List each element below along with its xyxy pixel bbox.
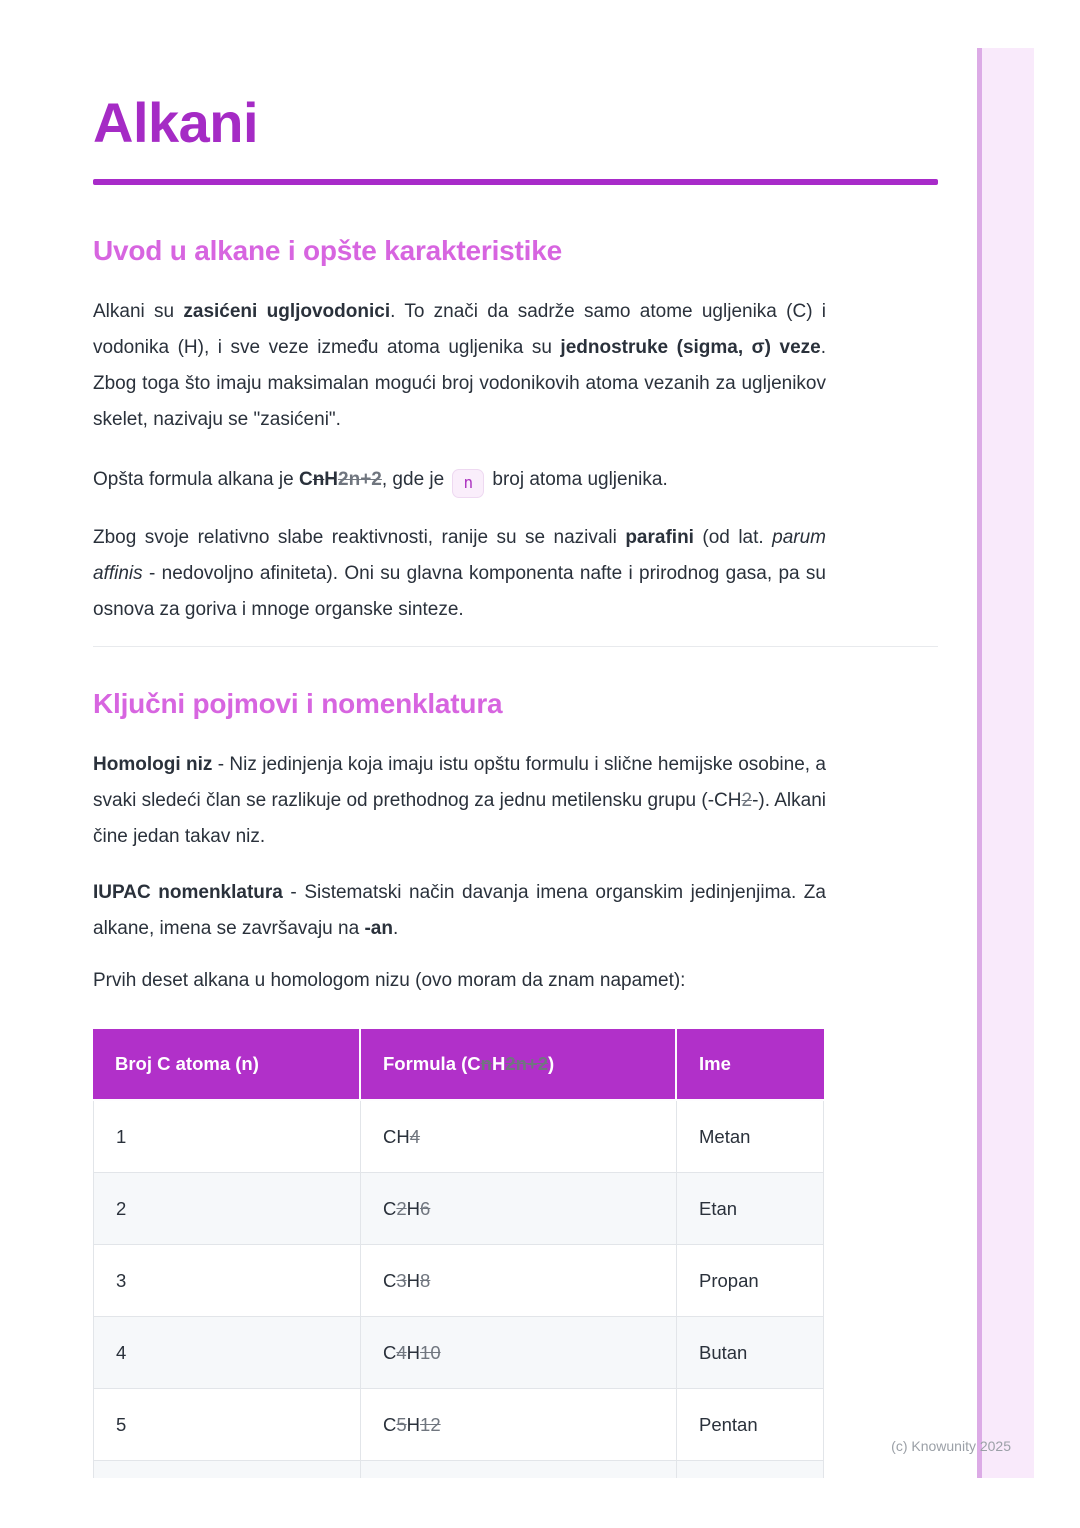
- text-run: -). Alkani čine jedan takav niz.: [93, 790, 826, 847]
- text-run: - Niz jedinjenja koja imaju istu opštu formulu i slične hemijske osobine, a svaki sledeći član se razlikuje od prethodnog za jednu metilensku grupu (-CH: [93, 754, 826, 811]
- document-content: [93, 0, 938, 1478]
- cell-formula: [361, 1101, 677, 1173]
- table-row: [93, 1173, 824, 1245]
- text-run: . Zbog toga što imaju maksimalan mogući broj vodonikovih atoma vezanih za ugljenikov skelet, nazivaju se "zasićeni".: [93, 337, 826, 430]
- cell-formula: [361, 1173, 677, 1245]
- cell-n: 2: [93, 1173, 361, 1245]
- formula-h: H: [324, 469, 339, 490]
- formula-sub: 4: [409, 1125, 421, 1147]
- formula-text: H: [406, 1197, 421, 1219]
- table-header-row: [93, 1029, 824, 1101]
- formula-sub: 6: [420, 1197, 431, 1219]
- formula-sub: 3: [396, 1269, 407, 1291]
- sub-struck: n: [480, 1053, 492, 1074]
- text-run: Zbog svoje relativno slabe reaktivnosti, ranije su se nazivali: [93, 527, 626, 548]
- bold-run: Homologi niz: [93, 754, 213, 775]
- cell-ime: Propan: [677, 1245, 824, 1317]
- cell-formula: [361, 1245, 677, 1317]
- formula-text: C: [383, 1269, 397, 1291]
- formula-c: C: [298, 469, 313, 490]
- formula-sub: 8: [420, 1269, 431, 1291]
- bold-run: zasićeni ugljovodonici: [183, 301, 391, 322]
- paragraph-parafini: [93, 520, 826, 628]
- text-run: Opšta formula alkana je: [93, 469, 299, 490]
- table-row: [93, 1245, 824, 1317]
- paragraph-iupac: [93, 875, 826, 947]
- paragraph-formula: [93, 462, 826, 498]
- formula-n-struck: n: [312, 469, 325, 490]
- bold-run: parafini: [625, 527, 694, 548]
- title-rule: [93, 179, 938, 185]
- text-run: broj atoma ugljenika.: [487, 469, 668, 490]
- text-run: . To znači da sadrže samo atome ugljenika (C) i vodonika (H), i sve veze između atoma ugljenika su: [93, 301, 827, 358]
- formula-text: C: [383, 1197, 397, 1219]
- text-run: , gde je: [381, 469, 450, 490]
- formula-sub: 5: [396, 1413, 407, 1435]
- formula-text: H: [406, 1413, 421, 1435]
- cell-formula: [361, 1461, 677, 1478]
- cell-ime: Pentan: [677, 1389, 824, 1461]
- text-run: Formula (C: [383, 1053, 481, 1074]
- cell-n: 4: [93, 1317, 361, 1389]
- side-strip-decoration: [977, 48, 1034, 1478]
- cell-n: 1: [93, 1101, 361, 1173]
- cell-ime: Butan: [677, 1317, 824, 1389]
- bold-run: jednostruke (sigma, σ) veze: [560, 337, 821, 358]
- bold-run: IUPAC nomenklatura: [93, 882, 283, 903]
- cell-ime: Etan: [677, 1173, 824, 1245]
- header-cell-formula: [361, 1029, 677, 1101]
- cell-ime: Metan: [677, 1101, 824, 1173]
- sub-struck: 2n+2: [505, 1053, 549, 1074]
- inline-code-n: n: [452, 469, 484, 498]
- header-cell-ime: Ime: [677, 1029, 824, 1101]
- text-run: (od lat.: [693, 527, 773, 548]
- formula-text: H: [406, 1269, 421, 1291]
- footer-credit: (c) Knowunity 2025: [891, 1438, 1011, 1454]
- section-heading-uvod: Uvod u alkane i opšte karakteristike: [93, 235, 563, 266]
- formula-sub: 4: [396, 1341, 407, 1363]
- cell-ime: [677, 1461, 824, 1478]
- text-run: H: [491, 1053, 506, 1074]
- header-cell-broj: Broj C atoma (n): [93, 1029, 361, 1101]
- table-row: [93, 1317, 824, 1389]
- section-heading-pojmovi: Ključni pojmovi i nomenklatura: [93, 688, 503, 719]
- italic-run: parum affinis: [93, 527, 826, 584]
- text-run: .: [392, 918, 399, 939]
- cell-formula: [361, 1389, 677, 1461]
- formula-sub: 2: [396, 1197, 407, 1219]
- cell-n: 5: [93, 1389, 361, 1461]
- table-row-partial: [93, 1461, 824, 1478]
- table-row: [93, 1101, 824, 1173]
- formula-text: C: [383, 1413, 397, 1435]
- alkanes-table: [93, 1029, 824, 1478]
- section-divider: [93, 646, 938, 647]
- text-run: Alkani su: [93, 301, 184, 322]
- text-run: - nedovoljno afiniteta). Oni su glavna komponenta nafte i prirodnog gasa, pa su osnova za goriva i mnoge organske sinteze.: [93, 563, 826, 620]
- paragraph-homologi-niz: [93, 747, 826, 855]
- formula-text: H: [406, 1341, 421, 1363]
- formula-sub: 10: [420, 1341, 441, 1363]
- formula-text: CH: [383, 1125, 410, 1147]
- page-title: Alkani: [93, 91, 259, 154]
- formula-text: C: [383, 1341, 397, 1363]
- formula-sub-struck: 2n+2: [338, 469, 382, 490]
- table-row: [93, 1389, 824, 1461]
- text-run: ): [548, 1053, 555, 1074]
- cell-n: [93, 1461, 361, 1478]
- sub-struck: 2: [741, 790, 753, 811]
- formula-sub: 12: [420, 1413, 441, 1435]
- cell-n: 3: [93, 1245, 361, 1317]
- text-run: - Sistematski način davanja imena organskim jedinjenjima. Za alkane, imena se završavaju na: [93, 882, 826, 939]
- paragraph-table-intro: Prvih deset alkana u homologom nizu (ovo moram da znam napamet):: [93, 970, 686, 991]
- cell-formula: [361, 1317, 677, 1389]
- paragraph-intro: [93, 294, 826, 438]
- bold-run: -an: [364, 918, 393, 939]
